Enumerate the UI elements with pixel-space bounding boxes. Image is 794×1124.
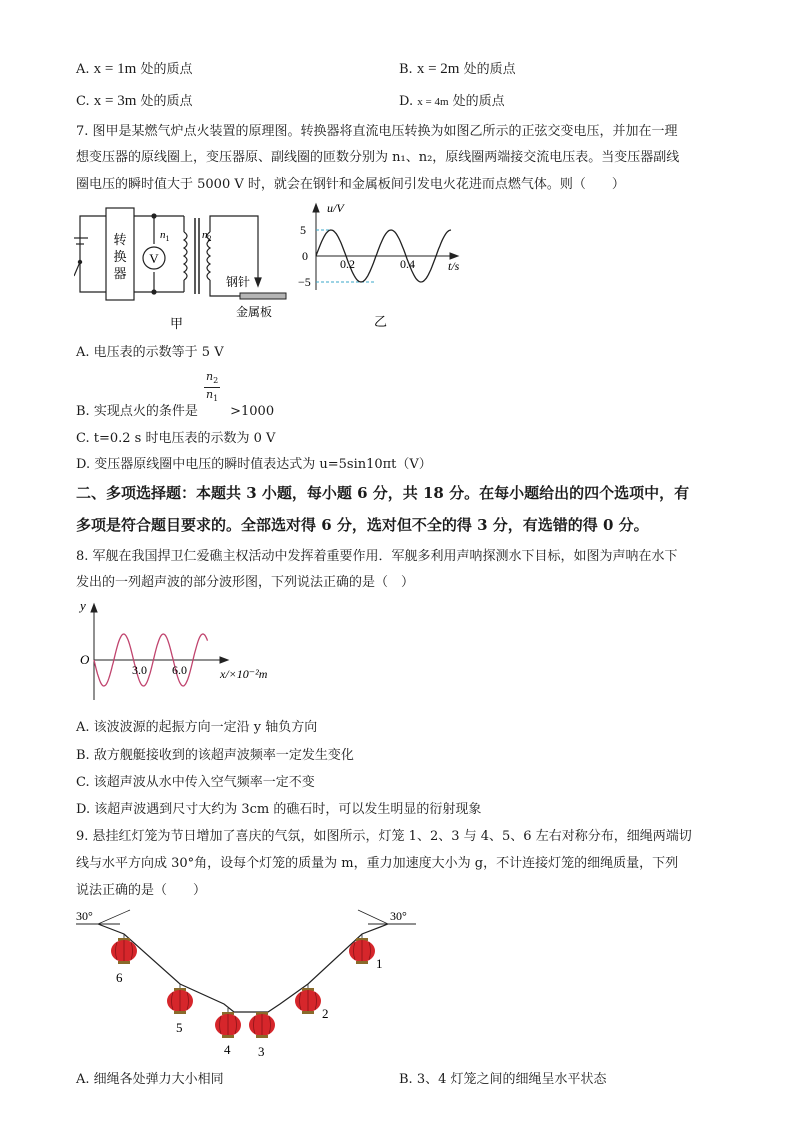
q8-option-c[interactable]: C. 该超声波从水中传入空气频率一定不变 — [76, 775, 315, 790]
option-letter: C. — [76, 94, 90, 109]
q7-option-c[interactable]: C. t=0.2 s 时电压表的示数为 0 V — [76, 431, 276, 446]
option-b-suffix: >1000 — [230, 404, 275, 419]
q8-option-a[interactable]: A. 该波波源的起振方向一定沿 y 轴负方向 — [76, 720, 318, 735]
section-2-heading-line-2: 多项是符合题目要求的。全部选对得 6 分，选对但不全的得 3 分，有选错的得 0 分。 — [76, 516, 649, 534]
section-2-heading-line-1: 二、多项选择题：本题共 3 小题，每小题 6 分，共 18 分。在每小题给出的四个选项中，有 — [76, 484, 690, 502]
needle-label: 钢针 — [226, 275, 251, 289]
x-axis-label: x/×10⁻²m — [220, 667, 268, 681]
lantern-2 — [295, 988, 321, 1014]
angle-right-label: 30° — [390, 909, 407, 923]
q8-stem-line-1: 8. 军舰在我国捍卫仁爱礁主权活动中发挥着重要作用．军舰多利用声呐探测水下目标，如图为声呐在水下 — [76, 549, 678, 564]
q9-option-a[interactable]: A. 细绳各处弹力大小相同 — [76, 1072, 224, 1087]
lantern-label-6: 6 — [116, 970, 123, 985]
q8-option-b[interactable]: B. 敌方舰艇接收到的该超声波频率一定发生变化 — [76, 748, 354, 763]
q9-stem-line-3: 说法正确的是（ ） — [76, 883, 207, 898]
converter-label-2: 换 — [113, 249, 127, 264]
angle-left-label: 30° — [76, 909, 93, 923]
q7-option-b-fraction: $n_2$ $n_1$ — [206, 370, 219, 404]
q7-circuit-figure — [74, 204, 304, 334]
q8-option-d[interactable]: D. 该超声波遇到尺寸大约为 3cm 的礁石时，可以发生明显的衍射现象 — [76, 802, 482, 817]
q7-stem-line-2: 想变压器的原线圈上，变压器原、副线圈的匝数分别为 n₁、n₂，原线圈两端接交流电压表。当变压器副线 — [76, 150, 680, 165]
q9-lantern-figure — [72, 900, 422, 1062]
q8-wave-figure — [74, 596, 294, 708]
y-axis-label: y — [80, 598, 86, 613]
option-expression: x = 4m — [417, 96, 449, 108]
option-letter: A. — [76, 62, 90, 77]
x-tick-0-4: 0.4 — [400, 257, 415, 271]
n2-label: $n_2$ — [202, 229, 212, 243]
option-text: 处的质点 — [452, 94, 505, 109]
option-letter: B. — [399, 62, 413, 77]
option-expression: x = 3m — [93, 93, 137, 109]
n1-label: $n_1$ — [160, 229, 170, 243]
lantern-label-1: 1 — [376, 956, 383, 971]
q7-option-d[interactable]: D. 变压器原线圈中电压的瞬时值表达式为 u=5sin10πt（V） — [76, 457, 432, 472]
option-expression: x = 2m — [416, 61, 460, 77]
x-tick-0-2: 0.2 — [340, 257, 355, 271]
q6-option-d[interactable] — [399, 90, 505, 109]
q6-option-a[interactable] — [76, 58, 192, 78]
origin-label: O — [80, 652, 90, 667]
option-b-text: B. 实现点火的条件是 — [76, 404, 198, 419]
plate-label: 金属板 — [236, 305, 273, 319]
q7-voltage-graph — [296, 198, 466, 334]
q8-stem-line-2: 发出的一列超声波的部分波形图，下列说法正确的是（ ） — [76, 575, 415, 590]
lantern-label-3: 3 — [258, 1044, 265, 1059]
q7-option-a[interactable]: A. 电压表的示数等于 5 V — [76, 345, 224, 360]
y-tick-neg5: −5 — [298, 275, 311, 289]
x-axis-label: t/s — [448, 259, 460, 273]
converter-label-1: 转 — [113, 232, 127, 247]
y-axis-label: u/V — [327, 201, 344, 215]
y-tick-5: 5 — [300, 223, 306, 237]
q9-stem-line-2: 线与水平方向成 30°角，设每个灯笼的质量为 m，重力加速度大小为 g，不计连接灯笼的细绳质量，下列 — [76, 856, 679, 871]
option-letter: D. — [399, 94, 414, 109]
rope — [98, 924, 388, 1012]
y-tick-0: 0 — [302, 249, 308, 263]
lantern-label-5: 5 — [176, 1020, 183, 1035]
lantern-3 — [249, 1012, 275, 1038]
voltmeter-label: V — [149, 251, 159, 266]
q7-stem-line-3: 圈电压的瞬时值大于 5000 V 时，就会在钢针和金属板间引发电火花进而点燃气体。则（ ） — [76, 177, 625, 192]
option-text: 处的质点 — [140, 62, 193, 77]
lantern-5 — [167, 988, 193, 1014]
q7-stem-line-1: 7. 图甲是某燃气炉点火装置的原理图。转换器将直流电压转换为如图乙所示的正弦交变电压，并加在一理 — [76, 124, 678, 139]
option-text: 处的质点 — [463, 62, 516, 77]
q6-option-c[interactable] — [76, 90, 193, 110]
x-tick-3: 3.0 — [132, 663, 147, 677]
q9-stem-line-1: 9. 悬挂红灯笼为节日增加了喜庆的气氛，如图所示，灯笼 1、2、3 与 4、5、6 左右对称分布，细绳两端切 — [76, 829, 692, 844]
q7-option-b[interactable] — [76, 400, 274, 419]
converter-label-3: 器 — [113, 266, 127, 281]
x-tick-6: 6.0 — [172, 663, 187, 677]
option-expression: x = 1m — [93, 61, 137, 77]
figure-caption-jia: 甲 — [170, 316, 184, 331]
lantern-label-2: 2 — [322, 1006, 329, 1021]
metal-plate — [240, 293, 286, 299]
q9-option-b[interactable]: B. 3、4 灯笼之间的细绳呈水平状态 — [399, 1072, 607, 1087]
option-text: 处的质点 — [140, 94, 193, 109]
figure-caption-yi: 乙 — [374, 314, 388, 329]
q6-option-b[interactable] — [399, 58, 516, 78]
lantern-4 — [215, 1012, 241, 1038]
lantern-label-4: 4 — [224, 1042, 231, 1057]
